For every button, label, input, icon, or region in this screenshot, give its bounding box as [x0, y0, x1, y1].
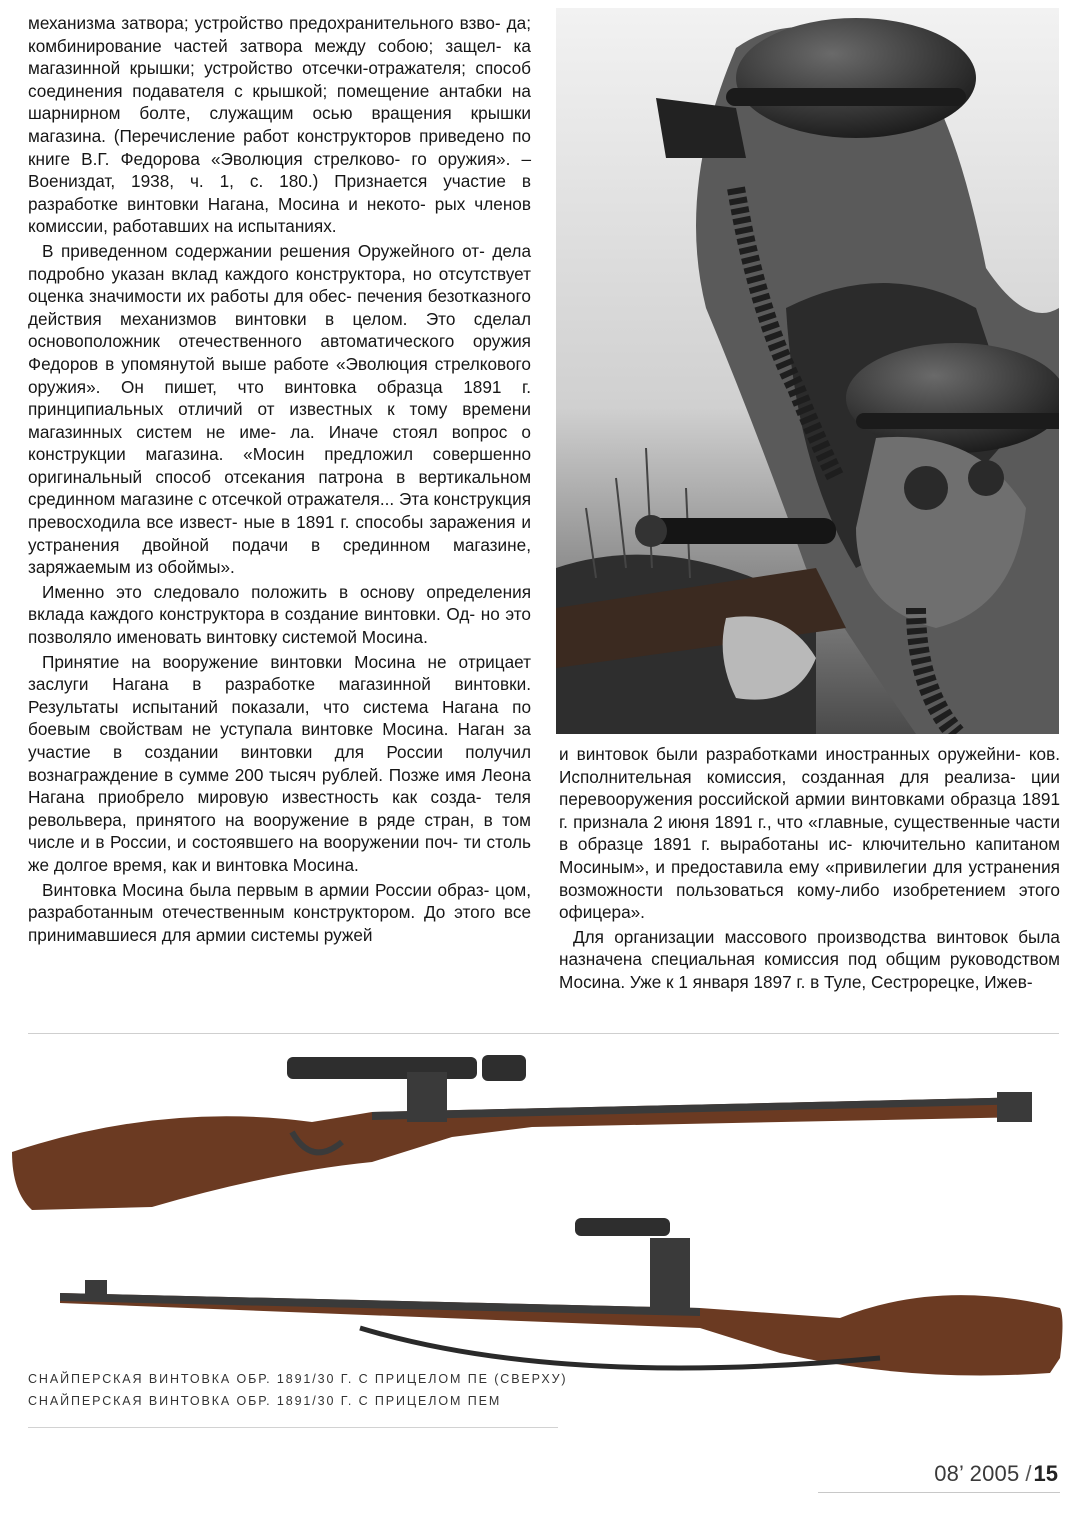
- text-line: ка магазинной крышки; устройство отсечки-отражателя;: [28, 35, 531, 79]
- text-line: назначена специальная комиссия под общим руководством: [559, 949, 1060, 970]
- text-line: кому-либо изобретением этого офицера».: [559, 879, 1060, 923]
- text-line: да; комбинирование частей затвора между собою; защел-: [28, 13, 532, 56]
- text-line: но это позволяло именовать винтовку системой Мосина.: [28, 604, 531, 648]
- rifle-pe-scope-image: [12, 1042, 1042, 1212]
- text-line: Леона Нагана приобрело мировую известность как созда-: [28, 764, 531, 808]
- left-paragraph: [28, 240, 531, 579]
- right-paragraph: [559, 926, 1060, 994]
- left-paragraph: [28, 12, 531, 238]
- text-line: что винтовка образца 1891 г. принципиальных отличий: [28, 376, 531, 420]
- text-line: вознаграждение в сумме 200 тысяч рублей. Позже имя: [28, 764, 476, 785]
- rifle-pem-scope-image: [60, 1208, 1070, 1382]
- text-line: Именно это следовало положить в основу определения: [42, 581, 531, 602]
- sniper-gas-mask-photo: [556, 8, 1059, 734]
- text-line: ков. Исполнительная комиссия, созданная для реализа-: [559, 744, 1060, 787]
- text-line: цом, разработанным отечественным конструктором.: [28, 879, 531, 923]
- text-line: по боевым свойствам не уступала винтовке Мосина.: [28, 696, 532, 740]
- text-line: ные в 1891 г. способы заражения и устранения двойной: [28, 512, 531, 555]
- text-line: ключительно капитаном Мосиным», и предоставила ему: [559, 834, 1060, 877]
- text-line: Принятие на вооружение винтовки Мосина не отрицает: [42, 651, 531, 672]
- caption-bottom: СНАЙПЕРСКАЯ ВИНТОВКА ОБР. 1891/30 Г. С ПРИЦЕЛОМ ПЕМ: [28, 1394, 502, 1408]
- text-line: участие в разработке винтовки Нагана, Мосина и некото-: [28, 171, 531, 214]
- text-line: рых членов комиссии, работавших на испытаниях.: [28, 193, 531, 237]
- footer-slash: /: [1025, 1461, 1032, 1486]
- divider-line: [28, 1033, 1059, 1034]
- text-line: автоматического оружия Федоров в упомянутой выше: [28, 331, 531, 374]
- text-line: отражателя... Эта конструкция превосходила все извест-: [28, 489, 531, 533]
- left-text-column: [28, 12, 531, 946]
- text-line: патрона в вертикальном срединном магазине с отсечкой: [28, 466, 532, 510]
- text-line: теля револьвера, принятого на вооружение в ряде стран,: [28, 787, 531, 830]
- caption-rule: [28, 1427, 558, 1428]
- text-line: способ соединения подавателя с крышкой; помещение: [28, 58, 531, 101]
- text-line: го оружия». – Воениздат, 1938, ч. 1, с. 180.) Признается: [28, 148, 532, 192]
- caption-top: СНАЙПЕРСКАЯ ВИНТОВКА ОБР. 1891/30 Г. С ПРИЦЕЛОМ ПЕ (СВЕРХУ): [28, 1372, 568, 1386]
- text-line: крышки магазина. (Перечисление работ конструкторов: [28, 103, 531, 146]
- text-line: Для организации массового производства винтовок была: [573, 926, 1060, 947]
- text-line: в том числе и в России, и состоявшего на вооружении поч-: [28, 809, 531, 853]
- text-line: печения безотказного действия механизмов винтовки: [28, 286, 531, 329]
- text-line: Мосина. Уже к 1 января 1897 г. в Туле, Сестрорецке, Ижев-: [559, 971, 1033, 992]
- text-line: До этого все принимавшиеся для армии системы ружей: [28, 902, 532, 945]
- text-line: антабки на шарнирном болте, служащим осью вращения: [28, 80, 531, 124]
- text-line: приведено по книге В.Г. Федорова «Эволюция стрелково-: [28, 125, 531, 169]
- text-line: ции перевооружения российской армии винтовками: [559, 766, 1060, 810]
- text-line: предложил совершенно оригинальный способ отсекания: [28, 444, 532, 487]
- text-line: существенные части в образце 1891 г. выработаны ис-: [559, 811, 1060, 855]
- text-line: от известных к тому времени магазинных систем не име-: [28, 399, 531, 442]
- text-line: в целом. Это сделал основоположник отечественного: [28, 308, 531, 352]
- text-line: механизма затвора; устройство предохранительного взво-: [28, 13, 501, 33]
- right-text-column: [559, 743, 1060, 994]
- photo-illustration: [556, 8, 1059, 734]
- text-line: образца 1891 г. признала 2 июня 1891 г., что «главные,: [559, 789, 1061, 832]
- text-line: «привилегии для устранения возможности пользоваться: [559, 856, 1060, 900]
- text-line: ла. Иначе стоял вопрос о конструкции магазина. «Мосин: [28, 421, 531, 465]
- page-number: 15: [1033, 1461, 1058, 1486]
- text-line: Винтовка Мосина была первым в армии России образ-: [42, 879, 490, 900]
- text-line: В приведенном содержании решения Оружейного от-: [42, 240, 485, 261]
- text-line: вклада каждого конструктора в создание винтовки. Од-: [28, 604, 476, 625]
- text-line: ти столь же долгое время, как и винтовка Мосина.: [28, 832, 531, 875]
- left-paragraph: [28, 651, 531, 877]
- page-footer: [934, 1461, 1058, 1487]
- issue-number: 08’ 2005: [934, 1461, 1020, 1486]
- text-line: работе «Эволюция стрелкового оружия». Он пишет,: [28, 353, 531, 397]
- text-line: заслуги Нагана в разработке магазинной винтовки.: [28, 674, 531, 695]
- text-line: Наган за участие в создании винтовки для России получил: [28, 719, 531, 762]
- text-line: и винтовок были разработками иностранных оружейни-: [559, 744, 1021, 764]
- text-line: Результаты испытаний показали, что система Нагана: [28, 696, 499, 717]
- left-paragraph: [28, 581, 531, 649]
- text-line: дела подробно указан вклад каждого конструктора,: [28, 240, 532, 284]
- text-line: подачи в срединном магазине, заряжаемым из обоймы».: [28, 534, 531, 578]
- footer-rule: [818, 1492, 1060, 1493]
- text-line: но отсутствует оценка значимости их работы для обес-: [28, 263, 532, 307]
- right-paragraph: [559, 743, 1060, 924]
- left-paragraph: [28, 879, 531, 947]
